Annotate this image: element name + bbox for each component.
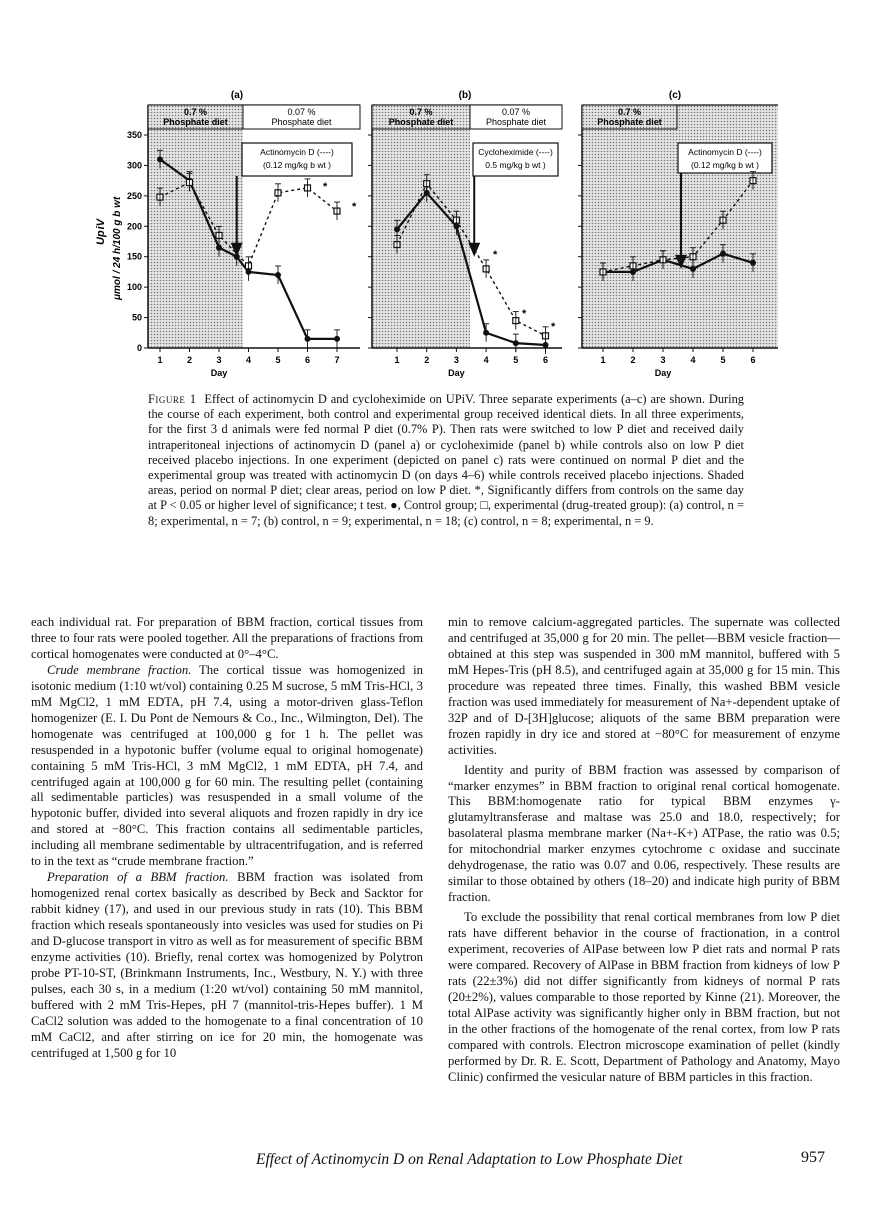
drug-dose-label: (0.12 mg/kg b wt ) <box>262 160 332 170</box>
y-tick-label: 200 <box>126 221 142 232</box>
text-bbm-prep: BBM fraction was isolated from homogenized renal cortex basically as described by Beck and Sacktor for rabbit kidney (17), and used in our previous study in rats (10). This BBM fraction which reseals spontaneously into vesicles was used for studies on Pi and D-glucose transport in vitro as well as for measurement of specific BBM enzyme activities (10). Briefly, renal cortex was homogenized by Polytron probe PT-10-ST, (Brinkmann Instruments, Inc., Westbury, N. Y.) with three pulses, each 30 s, in a medium (1:20 wt/vol) containing 50 mM mannitol, buffered with 2 mM Tris-Hepes, pH 7 (mannitol-tris-Hepes buffer). 1 M CaCl2 solution was added to the homogenate to a final concentration of 10 mM CaCl2, and after stirring on ice for 20 min, the homogenate was centrifuged at 1,500 g for 10 <box>31 870 424 1060</box>
paragraph-intro: each individual rat. For preparation of BBM fraction, cortical tissues from three to four rats were pooled together. All the preparations of fractions from cortical homogenates were conducted at 0°–4°C. <box>31 615 423 661</box>
x-tick-label: 4 <box>690 355 696 365</box>
significance-star: * <box>323 181 328 193</box>
figure-caption <box>148 392 744 529</box>
significance-star: * <box>551 321 556 333</box>
drug-name-label: Cycloheximide (----) <box>478 147 553 157</box>
y-axis-label: μmol / 24 h/100 g b wt <box>112 196 123 300</box>
significance-star: * <box>522 308 527 320</box>
x-axis-label: Day <box>210 368 228 378</box>
x-tick-label: 1 <box>157 355 163 365</box>
y-tick-label: 350 <box>126 130 142 140</box>
significance-star: * <box>352 201 357 213</box>
significance-star: * <box>493 249 498 261</box>
x-tick-label: 1 <box>600 355 606 365</box>
x-axis-label: Day <box>654 368 672 378</box>
panel-label: (a) <box>230 90 244 101</box>
x-tick-label: 5 <box>275 355 281 365</box>
x-tick-label: 7 <box>334 355 340 365</box>
x-tick-label: 4 <box>245 355 252 365</box>
paragraph-bbm-prep <box>31 870 423 1061</box>
caption-text: Effect of actinomycin D and cycloheximide on UPiV. Three separate experiments (a–c) are shown. During the course of each experiment, both control and experimental group received identical diets. In all three experiments, for the first 3 d animals were fed normal P diet (0.7% P). Then rats were switched to low P diet and received daily intraperitoneal injections of actinomycin D (panel a) or cycloheximide (panel b) while controls also on low P diet received placebo injections. In one experiment (depicted on panel c) rats were continued on normal P diet and the experimental group was treated with actinomycin D (on days 4–6) while controls received placebo injections. Shaded areas, period on normal P diet; clear areas, period on low P diet. *, Significantly differs from controls on the same day at P < 0.05 or higher level of significance; t test. ●, Control group; □, experimental (drug-treated group): (a) control, n = 8; experimental, n = 7; (b) control, n = 9; experimental, n = 18; (c) control, n = 8; experimental, n = 9. <box>148 392 745 528</box>
caption-lead: Figure 1 <box>148 392 197 406</box>
x-tick-label: 2 <box>424 355 430 365</box>
paragraph-purity: Identity and purity of BBM fraction was assessed by comparison of “marker enzymes” in BBM fraction to original renal cortical homogenate. This BBM:homogenate ratio for typical BBM enzymes γ-glutamyltransferase and maltase was 25.0 and 18.0, respectively; for basolateral plasma membrane marker (Na+-K+) ATPase, the ratio was 0.5; for mitochondrial marker enzymes cytochrome c oxidase and succinate dehydrogenase, the ratio was 0.07 and 0.06, respectively. These results are similar to those obtained by others (18–20) and indicate high purity of BBM fraction. <box>448 762 840 905</box>
panel-label: (c) <box>668 90 682 101</box>
y-tick-label: 100 <box>126 282 142 293</box>
low-diet-label-line2: Phosphate diet <box>485 117 547 127</box>
figure-1 <box>0 0 890 380</box>
running-footer: Effect of Actinomycin D on Renal Adaptation to Low Phosphate Diet <box>256 1151 683 1168</box>
text-crude-membrane: The cortical tissue was homogenized in isotonic medium (1:10 wt/vol) containing 0.25 M sucrose, 5 mM Tris-HCl, 3 mM MgCl2, 1 mM EDTA, pH 7.4, using a motor-driven glass-Teflon homogenizer (E. I. Du Pont de Nemours & Co., Inc., Wilmington, Del). The homogenate was centrifuged at 100,000 g for 1 h. The pellet was resuspended in a hypotonic buffer (volume equal to original homogenate) containing 5 mM Tris-HCl, 3 mM MgCl2, 1 mM EDTA, pH 7.4, and centrifuged again at 100,000 g for 60 min. The resulting pellet (containing all sedimentable particles) was resuspended in a small volume of the hypotonic buffer, divided into several aliquots and frozen rapidly in dry ice and stored at −80°C. This fraction contains all sedimentable particles, including all membrane sedimentable by ultracentrifugation, and is referred to in the text as “crude membrane fraction.” <box>31 662 423 869</box>
x-tick-label: 3 <box>660 355 666 365</box>
x-tick-label: 5 <box>720 355 726 365</box>
x-tick-label: 5 <box>513 355 519 365</box>
paragraph-supernate: min to remove calcium-aggregated particles. The supernate was collected and centrifuged at 35,000 g for 20 min. The pellet—BBM vesicle fraction—obtained at this step was suspended in 300 mM mannitol, buffered with 5 mM Hepes-Tris (pH 8.5), and centrifuged again at 35,000 g for 15 min. This procedure was repeated three times. Finally, this washed BBM vesicle fraction was used immediately for measurement of Na+-dependent uptake of 32P and of D-[3H]glucose; aliquots of the same BBM preparation were frozen rapidly in dry ice and stored at −80°C for measurement of enzyme activities. <box>448 615 840 757</box>
page-number: 957 <box>801 1149 825 1166</box>
paragraph-crude-membrane <box>31 663 423 870</box>
drug-name-label: Actinomycin D (----) <box>688 147 762 157</box>
normal-diet-label-line2: Phosphate diet <box>388 117 454 127</box>
x-tick-label: 2 <box>630 355 636 365</box>
low-diet-label-line2: Phosphate diet <box>271 117 332 127</box>
y-tick-label: 150 <box>126 251 142 262</box>
heading-crude-membrane: Crude membrane fraction. <box>47 662 192 677</box>
normal-diet-label-line1: 0.7 % <box>409 107 433 117</box>
drug-dose-label: 0.5 mg/kg b wt ) <box>485 160 546 170</box>
y-axis-symbol: Up iV <box>95 219 107 245</box>
x-tick-label: 2 <box>186 355 193 365</box>
y-tick-label: 300 <box>126 160 142 171</box>
low-diet-label-line1: 0.07 % <box>287 107 316 117</box>
x-tick-label: 6 <box>542 355 549 365</box>
x-tick-label: 1 <box>394 355 400 365</box>
y-tick-label: 0 <box>136 343 142 353</box>
injection-arrow-head <box>468 243 480 257</box>
right-column <box>448 615 840 1086</box>
normal-diet-label-line2: Phosphate diet <box>163 117 228 127</box>
y-tick-label: 50 <box>131 312 142 323</box>
x-tick-label: 3 <box>453 355 459 365</box>
normal-diet-label-line1: 0.7 % <box>183 107 208 117</box>
left-column <box>31 615 423 1062</box>
panel-label: (b) <box>458 90 472 101</box>
x-tick-label: 6 <box>304 355 311 365</box>
drug-dose-label: (0.12 mg/kg b wt ) <box>690 160 760 170</box>
heading-bbm-prep: Preparation of a BBM fraction. <box>47 870 229 885</box>
y-tick-label: 250 <box>126 190 142 201</box>
normal-diet-label-line2: Phosphate diet <box>597 117 662 127</box>
x-tick-label: 4 <box>483 355 489 365</box>
low-diet-label-line1: 0.07 % <box>501 107 531 117</box>
x-tick-label: 3 <box>216 355 222 365</box>
normal-diet-label-line1: 0.7 % <box>617 107 642 117</box>
x-axis-label: Day <box>448 368 465 378</box>
x-tick-label: 6 <box>750 355 756 365</box>
drug-name-label: Actinomycin D (----) <box>260 147 334 157</box>
paragraph-recovery: To exclude the possibility that renal cortical membranes from low P diet rats have different behavior in the course of fractionation, in a control experiment, recoveries of AlPase between low P diet rats and normal P rats were compared. Recovery of AlPase in BBM fraction from kidneys of low P rats (22±3%) did not differ significantly from kidneys of normal P rats (20±2%), values comparable to those reported by Kinne (21). Moreover, the total AlPase activity was significantly higher only in BBM fraction, but not in the other fractions of the homogenate of the renal cortex, from low P rats compared with controls. Electron microscope examination of pellet (kindly performed by Dr. R. E. Scott, Department of Pathology and Anatomy, Mayo Clinic) confirmed the vesicular nature of BBM particles in this fraction. <box>448 910 840 1084</box>
shaded-normal-diet-area <box>148 105 243 348</box>
